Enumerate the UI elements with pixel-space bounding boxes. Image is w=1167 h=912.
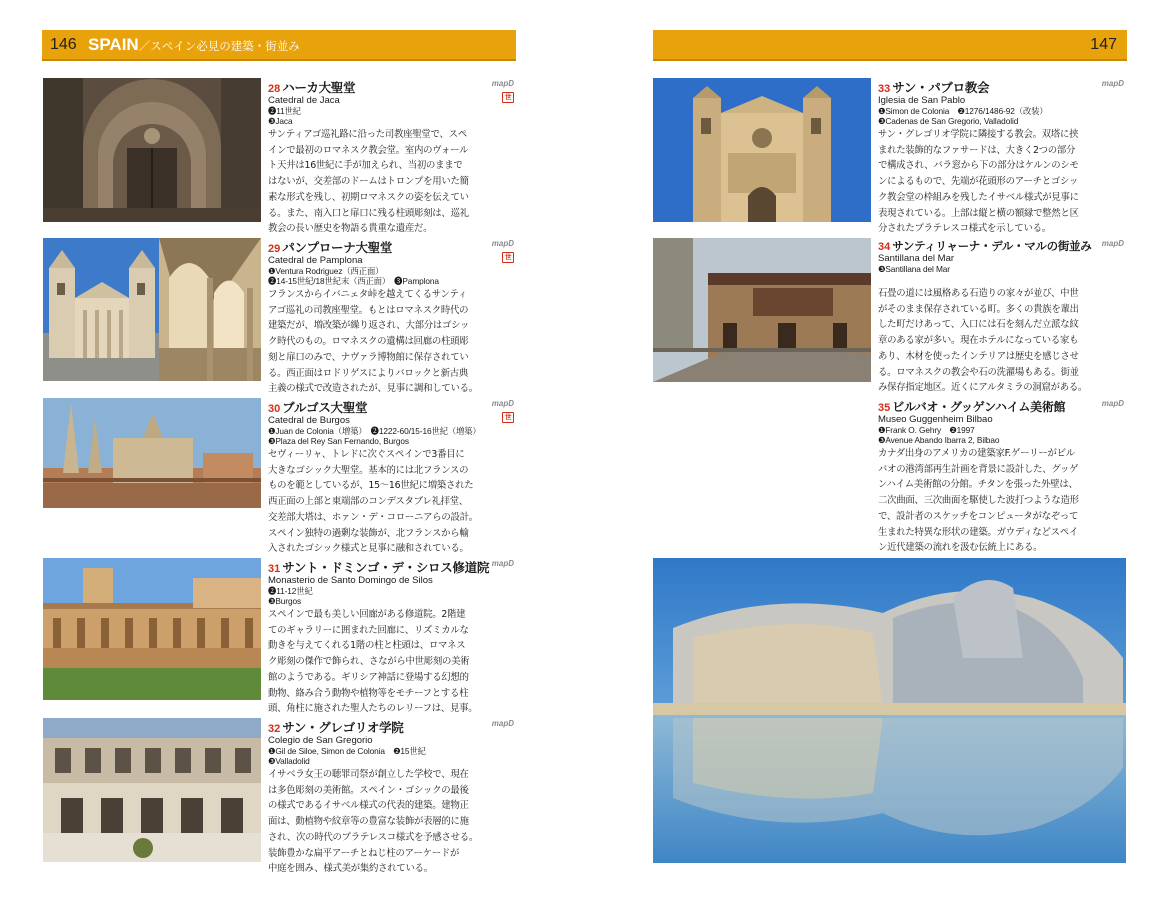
entry-body: セヴィーリャ、トレドに次ぐスペインで3番目に 大きなゴシック大聖堂。基本的には北フランスの ものを範としているが、15～16世紀に増築された 西正面の上部と東端部のコンデスタブレ礼拝堂、 交差部大塔は、ホァン・デ・コローニアらの設計。 スペイン独特の過剰な装飾が、北フランスから輸 入されたゴシック様式と見事に融和されている。 [268, 449, 478, 555]
page-number-left: 146 [50, 36, 77, 53]
entry-meta: ❷11-12世紀 [268, 586, 313, 596]
section-title: SPAIN／スペイン必見の建築・街並み [88, 35, 300, 54]
entry-number: 28 [268, 83, 281, 95]
entry-meta: ❶Ventura Rodriguez（西正面） [268, 266, 384, 276]
photo-silos-monastery [43, 558, 261, 700]
photo-san-pablo [653, 78, 871, 222]
entry-latin-name: Catedral de Jaca [268, 95, 340, 106]
entry-meta: ❷14-15世紀/18世紀末（西正面） ❸Pamplona [268, 276, 439, 286]
map-reference-label: mapD [491, 79, 514, 88]
entry-title [268, 558, 516, 576]
entry-title [878, 78, 1126, 96]
entry-latin-name: Catedral de Burgos [268, 415, 350, 426]
entry-title [878, 398, 1126, 415]
entry-meta: ❶Gil de Siloe, Simon de Colonia ❷15世紀 [268, 746, 426, 756]
entry-meta: ❶Simon de Colonia ❷1276/1486-92（改装） [878, 106, 1048, 116]
entry-meta: ❷11世紀 [268, 106, 302, 116]
entry-body: サン・グレゴリオ学院に隣接する教会。双塔に挟 まれた装飾的なファサードは、大きく2つの部分 で構成され、バラ窓から下の部分はケルンのシモ ンによるもので、先端が花頭形のアーチとゴシッ ク教会堂の枠組みを残したイサベル様式が見事に 表現されている。上部は縦と横の額縁で整然と区 分されたプラテレスコ様式を示している。 [878, 129, 1079, 235]
entry-31-silos [268, 558, 516, 717]
entry-32-san-gregorio [268, 718, 516, 877]
entry-title [268, 78, 516, 96]
entry-meta: ❸Cadenas de San Gregorio, Valladolid [878, 116, 1019, 126]
photo-santillana-del-mar [653, 238, 871, 382]
entry-34-santillana [878, 238, 1126, 396]
map-reference-label: mapD [1101, 399, 1124, 408]
entry-meta: ❸Jaca [268, 116, 293, 126]
photo-jaca-cathedral [43, 78, 261, 222]
entry-number: 29 [268, 243, 281, 255]
entry-meta: ❶Juan de Colonia（増築） ❷1222-60/15-16世紀（増築） [268, 426, 481, 436]
entry-29-pamplona [268, 238, 516, 397]
entry-number: 33 [878, 83, 891, 95]
entry-body: サンティアゴ巡礼路に沿った司教座聖堂で、スペ インで最初のロマネスク教会堂。室内のヴォール ト天井は16世紀に手が加えられ、当初のままで はないが、交差部のドームはトロンプを用いた簡 素な形式を残し、初期ロマネスクの姿を伝えてい る。また、南入口と扉口に残る柱頭彫刻は、巡礼 教会の長い歴史を物語る貴重な遺産だ。 [268, 129, 469, 235]
entry-name: ビルバオ・グッゲンハイム美術館 [892, 400, 1066, 414]
entry-title [878, 238, 1126, 254]
entry-meta: ❸Avenue Abando Ibarra 2, Bilbao [878, 435, 1000, 445]
photo-pamplona-cloister [159, 238, 261, 381]
entry-35-guggenheim [878, 398, 1126, 556]
entry-number: 32 [268, 723, 281, 735]
world-heritage-icon: 世 [502, 92, 514, 103]
entry-name: パンプローナ大聖堂 [282, 240, 393, 255]
entry-number: 34 [878, 241, 891, 253]
entry-meta: ❸Valladolid [268, 756, 310, 766]
right-page-header [653, 30, 1127, 61]
entry-title [268, 238, 516, 256]
entry-latin-name: Museo Guggenheim Bilbao [878, 414, 993, 425]
entry-name: サン・グレゴリオ学院 [282, 720, 404, 735]
page-number-right: 147 [1090, 36, 1117, 53]
entry-name: サンティリャーナ・デル・マルの街並み [892, 239, 1092, 253]
entry-latin-name: Monasterio de Santo Domingo de Silos [268, 575, 433, 586]
entry-number: 30 [268, 403, 281, 415]
entry-latin-name: Santillana del Mar [878, 253, 955, 264]
entry-body: フランスからイバニェタ峠を越えてくるサンティ アゴ巡礼の司教座聖堂。もとはロマネスク時代の 建築だが、増改築が繰り返され、大部分はゴシッ ク時代のもの。ロマネスクの遺構は回廊の柱頭彫 刻と扉口のみで、ナヴァラ博物館に保存されてい る。西正面はロドリゲスによりバロックと新古典 主義の様式で改造されたが、見事に調和している。 [268, 289, 478, 395]
map-reference-label: mapD [1101, 239, 1124, 248]
entry-latin-name: Iglesia de San Pablo [878, 95, 966, 106]
entry-name: ブルゴス大聖堂 [282, 400, 368, 415]
world-heritage-icon: 世 [502, 252, 514, 263]
entry-number: 31 [268, 563, 281, 575]
map-reference-label: mapD [1101, 79, 1124, 88]
entry-meta: ❸Santillana del Mar [878, 264, 950, 274]
entry-body: カナダ出身のアメリカの建築家F.ゲーリーがビル バオの港湾部再生計画を背景に設計した、グッゲ ンハイム美術館の分館。チタンを張った外壁は、 二次曲面、三次曲面を駆使した波打つような造形 で、設計者のスケッチをコンピュータがなぞって 生まれた特異な形状の建築。ガウディなどスペイ ン近代建築の流れを汲む伝統上にある。 [878, 448, 1079, 554]
entry-meta: ❶Frank O. Gehry ❷1997 [878, 425, 975, 435]
photo-san-gregorio [43, 718, 261, 862]
entry-33-san-pablo [878, 78, 1126, 237]
map-reference-label: mapD [491, 239, 514, 248]
entry-meta: ❸Plaza del Rey San Fernando, Burgos [268, 436, 409, 446]
entry-title [268, 718, 516, 736]
entry-latin-name: Colegio de San Gregorio [268, 735, 373, 746]
photo-pamplona-facade [43, 238, 159, 381]
section-subtitle: ／スペイン必見の建築・街並み [138, 39, 300, 53]
entry-body: スペインで最も美しい回廊がある修道院。2階建 てのギャラリーに囲まれた回廊に、リズミカルな 動きを与えてくれる1階の柱と柱頭は、ロマネス ク彫刻の傑作で飾られ、さながら中世彫刻の美術 館のようである。ギリシア神話に登場する幻想的 動物、絡み合う動物や植物等をモチーフとする柱 頭、角柱に施された聖人たちのレリーフは、見事。 [268, 609, 478, 715]
entry-28-jaca [268, 78, 516, 237]
map-reference-label: mapD [491, 399, 514, 408]
entry-body: 石畳の道には風格ある石造りの家々が並び、中世 がそのまま保存されている町。多くの貴族を輩出 した町だけあって、入口には石を刻んだ立派な紋 章のある家が多い。現在ホテルになっている家も あり、木材を使ったインテリアは歴史を感じさせ る。ロマネスクの教会や石の洗濯場もある。街並 み保存指定地区。近くにアルタミラの洞窟がある。 [878, 288, 1088, 394]
entry-30-burgos [268, 398, 516, 557]
photo-guggenheim-bilbao [653, 558, 1126, 863]
left-page-header [42, 30, 516, 61]
map-reference-label: mapD [491, 719, 514, 728]
entry-number: 35 [878, 402, 891, 414]
entry-name: ハーカ大聖堂 [282, 80, 356, 95]
entry-name: サント・ドミンゴ・デ・シロス修道院 [282, 560, 490, 575]
entry-meta: ❸Burgos [268, 596, 302, 606]
entry-title [268, 398, 516, 416]
world-heritage-icon: 世 [502, 412, 514, 423]
entry-latin-name: Catedral de Pamplona [268, 255, 363, 266]
photo-burgos-cathedral [43, 398, 261, 508]
entry-name: サン・パブロ教会 [892, 80, 990, 95]
map-reference-label: mapD [491, 559, 514, 568]
entry-body: イサベラ女王の聴罪司祭が創立した学校で、現在 は多色彫刻の美術館。スペイン・ゴシックの最後 の様式であるイサベル様式の代表的建築。建物正 面は、動植物や紋章等の豊富な装飾が表層的に施 され、次の時代のプラテレスコ様式を予感させる。 装飾豊かな扁平アーチとねじ柱のアーケードが 中庭を囲み、様式美が集約されている。 [268, 769, 478, 875]
